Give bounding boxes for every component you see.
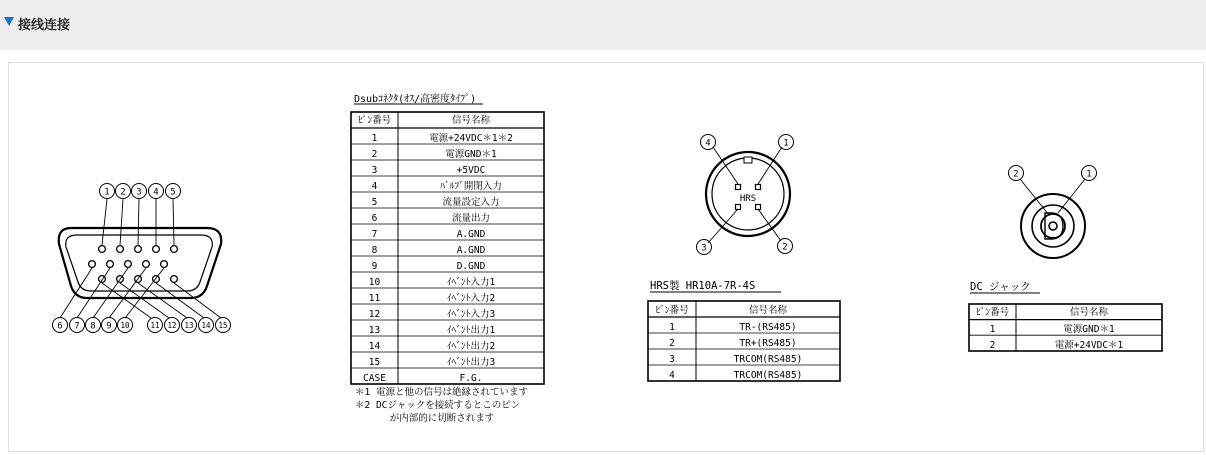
dsub-row-pin: 9 — [371, 261, 378, 272]
dsub-pin-label-12: 12 — [167, 321, 177, 330]
dsub-pin-label-10: 10 — [120, 321, 130, 330]
dsub-row-pin: 12 — [368, 309, 381, 320]
dsub-row-pin: 8 — [371, 245, 378, 256]
dsub-row-pin: 7 — [371, 229, 378, 240]
dsub-row-pin: 1 — [371, 133, 378, 144]
dsub-row-signal: D.GND — [456, 261, 486, 272]
dsub-pin-label-4: 4 — [153, 187, 159, 198]
dsub-row-signal: ｲﾍﾞﾝﾄ入力2 — [446, 293, 496, 304]
dcjack-row-pin: 2 — [989, 339, 996, 351]
dsub-row-pin: 10 — [368, 277, 381, 288]
dsub-pin-label-3: 3 — [136, 187, 142, 198]
dsub-row-signal: ｲﾍﾞﾝﾄ入力1 — [446, 277, 496, 288]
dsub-note-1: ＊1 電源と他の信号は絶縁されています — [355, 387, 528, 398]
dsub-row-pin: 2 — [371, 149, 378, 160]
dsub-pin-label-15: 15 — [218, 321, 228, 330]
section-title: 接线连接 — [18, 18, 71, 33]
dc-jack-drawing — [1009, 166, 1097, 259]
wiring-diagram — [9, 63, 1203, 451]
dsub-note-2: ＊2 DCジャックを接続するとこのピン — [355, 400, 521, 411]
dsub-col-signal: 信号名称 — [451, 115, 491, 126]
triangle-down-icon[interactable] — [4, 17, 14, 26]
hrs-row-pin: 3 — [669, 354, 675, 365]
dsub-row-pin: 4 — [371, 181, 378, 192]
diagram-panel — [8, 62, 1204, 452]
hrs-row-pin: 2 — [669, 338, 675, 349]
dsub-row-signal: ﾊﾞﾙﾌﾞ開閉入力 — [440, 181, 502, 192]
dc-pin-label-1: 1 — [1086, 169, 1092, 180]
dsub-row-pin: 3 — [371, 165, 378, 176]
dsub-row-signal: 電源GND＊1 — [445, 149, 497, 160]
dc-pin-label-2: 2 — [1013, 169, 1019, 180]
dsub-title: Dsubｺﾈｸﾀ(ｵｽ/高密度ﾀｲﾌﾟ) — [354, 94, 477, 105]
dsub-row-signal: A.GND — [456, 229, 486, 240]
dsub-col-pin: ﾋﾟﾝ番号 — [357, 115, 392, 126]
dsub-pin-label-13: 13 — [184, 321, 194, 330]
hrs-pin-label-1: 1 — [783, 138, 789, 149]
hrs-row-signal: TR+(RS485) — [739, 338, 797, 349]
dsub-row-signal: 電源+24VDC＊1＊2 — [429, 133, 513, 144]
hrs-pin-label-2: 2 — [782, 242, 788, 253]
hrs-center-label: HRS — [739, 194, 757, 204]
dsub-row-signal: ｲﾍﾞﾝﾄ出力3 — [446, 357, 496, 368]
dsub-row-signal: 流量設定入力 — [442, 197, 500, 208]
dcjack-row-signal: 電源+24VDC＊1 — [1054, 339, 1124, 351]
dsub-pin-label-5: 5 — [170, 187, 176, 198]
dsub-pin-label-2: 2 — [120, 187, 126, 198]
hrs-row-pin: 4 — [669, 370, 675, 381]
hrs-row-signal: TRCOM(RS485) — [733, 354, 803, 365]
dsub-pin-label-1: 1 — [104, 187, 110, 198]
hrs-title: HRS製 HR10A-7R-4S — [650, 280, 756, 292]
dsub-row-signal: ｲﾍﾞﾝﾄ出力1 — [446, 325, 496, 336]
dsub-row-signal: ｲﾍﾞﾝﾄ出力2 — [446, 341, 496, 352]
dsub-note-3: が内部的に切断されます — [389, 413, 495, 424]
hrs-row-pin: 1 — [669, 322, 675, 333]
dsub-pin-label-9: 9 — [106, 321, 112, 332]
dsub-pin-label-11: 11 — [150, 321, 160, 330]
dc-title: DC ジャック — [970, 281, 1031, 293]
hrs-pin-label-3: 3 — [701, 243, 707, 254]
hrs-row-signal: TR-(RS485) — [739, 322, 797, 333]
dsub-pin-label-7: 7 — [74, 321, 80, 332]
dsub-row-signal: +5VDC — [456, 165, 486, 176]
dcjack-row-signal: 電源GND＊1 — [1063, 324, 1115, 336]
dsub-row-signal: ｲﾍﾞﾝﾄ入力3 — [446, 309, 496, 320]
hrs-col-signal: 信号名称 — [748, 305, 788, 316]
dsub-row-signal: F.G. — [459, 373, 483, 384]
dsub-pin-label-6: 6 — [57, 321, 63, 332]
hrs-pin-label-4: 4 — [705, 138, 711, 149]
dsub-connector-drawing — [53, 184, 231, 333]
dsub-row-pin: 6 — [371, 213, 378, 224]
dsub-row-pin: 13 — [368, 325, 381, 336]
dsub-pin-label-8: 8 — [90, 321, 96, 332]
dsub-row-pin: 14 — [368, 341, 381, 352]
dsub-row-pin: 15 — [368, 357, 381, 368]
hrs-col-pin: ﾋﾟﾝ番号 — [655, 305, 689, 316]
dsub-pin-label-14: 14 — [201, 321, 211, 330]
section-header — [0, 0, 1206, 50]
dsub-row-signal: 流量出力 — [451, 213, 491, 224]
dc-col-pin: ﾋﾟﾝ番号 — [975, 307, 1010, 318]
dsub-row-pin: 11 — [368, 293, 381, 304]
dsub-row-pin: CASE — [363, 373, 386, 384]
dcjack-row-pin: 1 — [989, 324, 996, 336]
hrs-row-signal: TRCOM(RS485) — [733, 370, 803, 381]
dc-col-signal: 信号名称 — [1069, 307, 1109, 318]
dsub-row-signal: A.GND — [456, 245, 486, 256]
dsub-row-pin: 5 — [371, 197, 378, 208]
